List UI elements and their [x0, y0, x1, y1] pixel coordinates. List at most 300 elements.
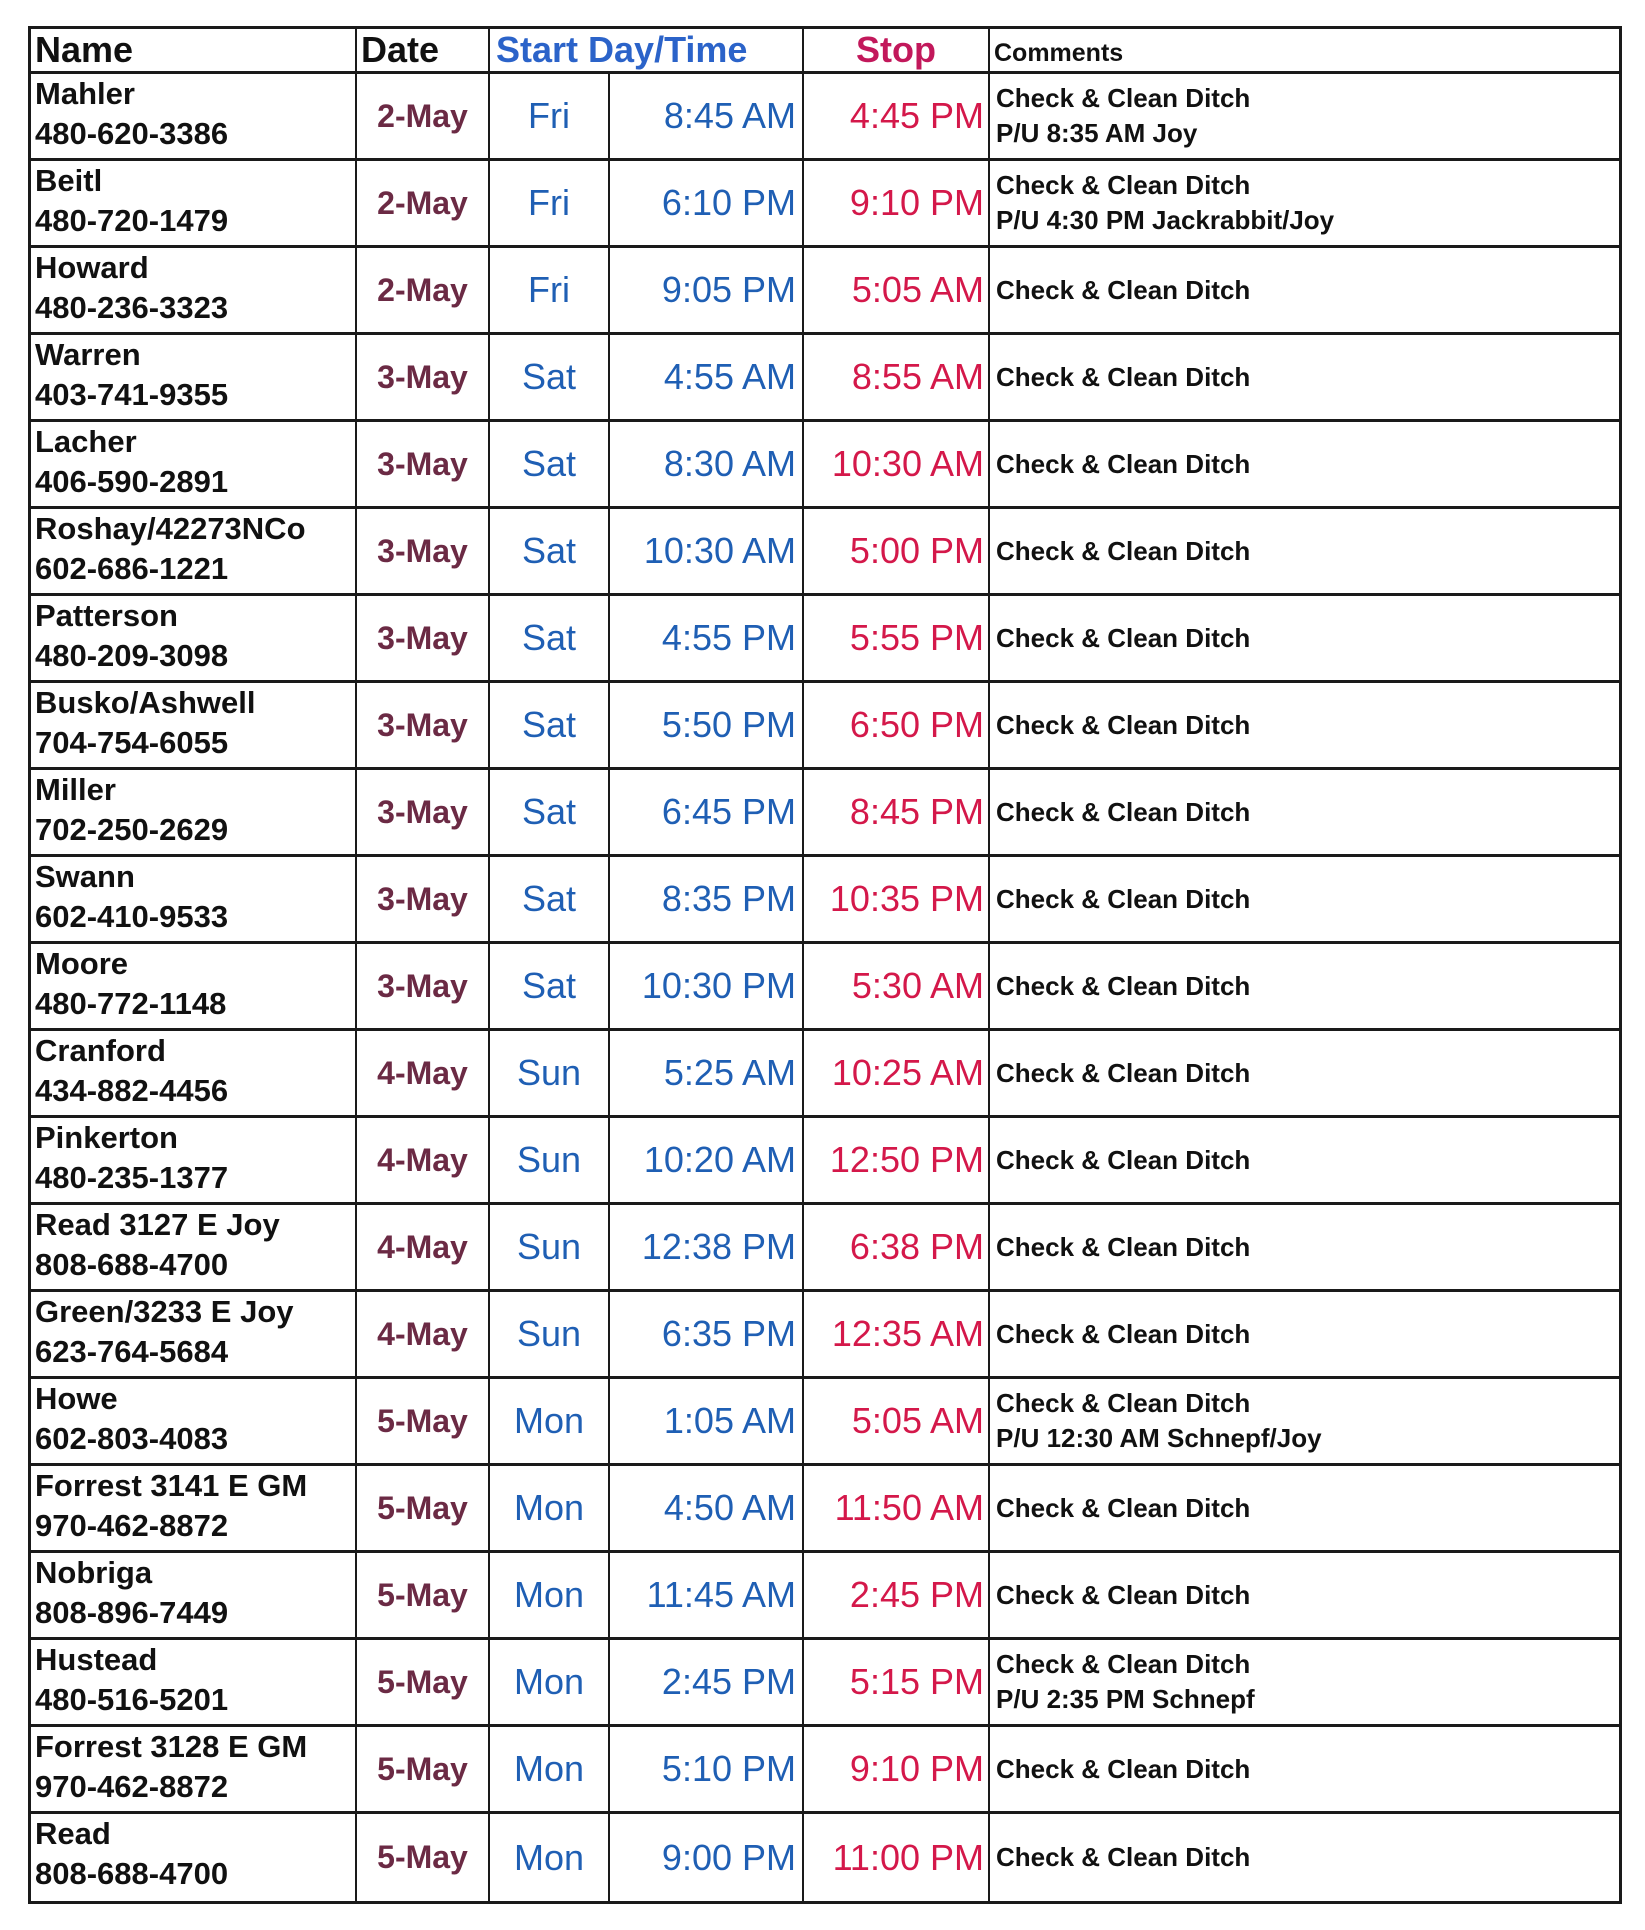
name-cell: [31, 1466, 357, 1550]
name-cell: [31, 248, 357, 332]
comment-line: Check & Clean Ditch: [996, 361, 1251, 392]
date-value: 4-May: [377, 1315, 468, 1352]
date-cell: [357, 944, 490, 1028]
start-time-value: 6:35 PM: [661, 1313, 796, 1354]
resident-phone: 602-686-1221: [35, 551, 229, 586]
date-cell: [357, 1553, 490, 1637]
header-comments: Comments: [994, 38, 1124, 67]
date-value: 3-May: [377, 358, 468, 395]
resident-name: Swann: [35, 859, 135, 894]
resident-phone: 403-741-9355: [35, 377, 229, 412]
comments-cell: [990, 596, 1619, 680]
stop-time-cell: [804, 74, 990, 158]
day-cell: [490, 422, 610, 506]
day-value: Mon: [513, 1487, 585, 1528]
stop-time-cell: [804, 1640, 990, 1724]
name-cell: [31, 683, 357, 767]
day-cell: [490, 509, 610, 593]
comment-line: Check & Clean Ditch: [996, 448, 1251, 479]
resident-phone: 480-620-3386: [35, 116, 229, 151]
day-value: Sat: [521, 356, 577, 397]
stop-time-cell: [804, 1292, 990, 1376]
table-row: [31, 1640, 1619, 1727]
day-cell: [490, 1205, 610, 1289]
date-cell: [357, 74, 490, 158]
start-time-value: 9:05 PM: [661, 269, 796, 310]
date-cell: [357, 161, 490, 245]
start-time-value: 9:00 PM: [661, 1836, 796, 1878]
resident-name: Forrest 3128 E GM: [35, 1729, 308, 1764]
comment-line: Check & Clean Ditch: [996, 1492, 1251, 1523]
day-cell: [490, 596, 610, 680]
stop-time-cell: [804, 248, 990, 332]
start-time-cell: [610, 335, 804, 419]
day-value: Mon: [513, 1661, 585, 1702]
header-name: Name: [31, 29, 357, 71]
resident-name: Roshay/42273NCo: [35, 511, 306, 546]
start-time-cell: [610, 1031, 804, 1115]
stop-time-cell: [804, 683, 990, 767]
day-cell: [490, 161, 610, 245]
stop-time-value: 12:35 AM: [831, 1313, 984, 1354]
resident-name: Warren: [35, 337, 141, 372]
stop-time-value: 6:50 PM: [849, 704, 984, 745]
stop-time-value: 5:00 PM: [849, 530, 984, 571]
name-cell: [31, 596, 357, 680]
date-cell: [357, 1379, 490, 1463]
comment-line: Check & Clean Ditch: [996, 1231, 1251, 1262]
start-time-cell: [610, 422, 804, 506]
name-cell: [31, 509, 357, 593]
start-time-value: 5:25 AM: [663, 1052, 796, 1093]
start-time-value: 8:30 AM: [663, 443, 796, 484]
start-time-value: 4:55 PM: [661, 617, 796, 658]
stop-time-cell: [804, 1553, 990, 1637]
date-value: 3-May: [377, 967, 468, 1004]
name-cell: [31, 74, 357, 158]
resident-name: Howard: [35, 250, 149, 285]
start-time-cell: [610, 74, 804, 158]
comments-cell: [990, 1379, 1619, 1463]
comment-line: Check & Clean Ditch: [996, 83, 1251, 113]
stop-time-value: 5:30 AM: [851, 965, 984, 1006]
start-time-cell: [610, 683, 804, 767]
resident-phone: 808-896-7449: [35, 1595, 229, 1630]
day-value: Fri: [528, 95, 570, 136]
date-cell: [357, 335, 490, 419]
name-cell: [31, 422, 357, 506]
comment-line: Check & Clean Ditch: [996, 274, 1251, 305]
resident-name: Moore: [35, 946, 128, 981]
table-row: [31, 857, 1619, 944]
comments-cell: [990, 1640, 1619, 1724]
comments-cell: [990, 770, 1619, 854]
comments-cell: [990, 422, 1619, 506]
date-cell: [357, 1205, 490, 1289]
name-cell: [31, 161, 357, 245]
name-cell: [31, 1118, 357, 1202]
comment-line: Check & Clean Ditch: [996, 1579, 1251, 1610]
start-time-value: 8:35 PM: [661, 878, 796, 919]
stop-time-cell: [804, 770, 990, 854]
stop-time-cell: [804, 596, 990, 680]
comments-cell: [990, 161, 1619, 245]
day-cell: [490, 1727, 610, 1811]
day-value: Mon: [513, 1836, 585, 1878]
comments-cell: [990, 1292, 1619, 1376]
date-value: 5-May: [377, 1750, 468, 1787]
start-time-cell: [610, 770, 804, 854]
table-row: [31, 1292, 1619, 1379]
schedule-table: [28, 26, 1622, 1904]
resident-phone: 406-590-2891: [35, 464, 229, 499]
date-cell: [357, 1466, 490, 1550]
table-row: [31, 1553, 1619, 1640]
date-value: 3-May: [377, 706, 468, 743]
start-time-cell: [610, 161, 804, 245]
stop-time-cell: [804, 422, 990, 506]
stop-time-cell: [804, 1814, 990, 1901]
date-cell: [357, 1814, 490, 1901]
table-row: [31, 1814, 1619, 1901]
day-value: Sun: [516, 1226, 582, 1267]
comment-line: Check & Clean Ditch: [996, 883, 1251, 914]
stop-time-value: 10:35 PM: [829, 878, 984, 919]
day-cell: [490, 74, 610, 158]
resident-phone: 602-803-4083: [35, 1421, 229, 1456]
resident-name: Nobriga: [35, 1555, 153, 1590]
date-cell: [357, 1727, 490, 1811]
day-cell: [490, 1118, 610, 1202]
start-time-value: 5:50 PM: [661, 704, 796, 745]
comment-line: P/U 8:35 AM Joy: [996, 118, 1198, 148]
table-row: [31, 1466, 1619, 1553]
comment-line: Check & Clean Ditch: [996, 1318, 1251, 1349]
stop-time-value: 5:05 AM: [851, 1400, 984, 1441]
comments-cell: [990, 1553, 1619, 1637]
start-time-cell: [610, 509, 804, 593]
day-value: Fri: [528, 182, 570, 223]
day-value: Sat: [521, 443, 577, 484]
stop-time-cell: [804, 1466, 990, 1550]
start-time-cell: [610, 1118, 804, 1202]
table-row: [31, 683, 1619, 770]
comments-cell: [990, 335, 1619, 419]
table-row: [31, 161, 1619, 248]
name-cell: [31, 1205, 357, 1289]
comment-line: Check & Clean Ditch: [996, 1388, 1251, 1418]
name-cell: [31, 335, 357, 419]
comment-line: Check & Clean Ditch: [996, 1057, 1251, 1088]
resident-name: Beitl: [35, 163, 103, 198]
comment-line: Check & Clean Ditch: [996, 1753, 1251, 1784]
resident-name: Pinkerton: [35, 1120, 178, 1155]
table-row: [31, 74, 1619, 161]
start-time-value: 11:45 AM: [646, 1574, 796, 1615]
stop-time-value: 5:15 PM: [849, 1661, 984, 1702]
comments-cell: [990, 857, 1619, 941]
comment-line: Check & Clean Ditch: [996, 622, 1251, 653]
start-time-value: 2:45 PM: [661, 1661, 796, 1702]
start-time-value: 6:45 PM: [661, 791, 796, 832]
stop-time-value: 9:10 PM: [849, 1748, 984, 1789]
start-time-cell: [610, 1379, 804, 1463]
day-value: Sun: [516, 1313, 582, 1354]
date-value: 2-May: [377, 271, 468, 308]
stop-time-cell: [804, 509, 990, 593]
start-time-cell: [610, 1553, 804, 1637]
comments-cell: [990, 1205, 1619, 1289]
resident-phone: 623-764-5684: [35, 1334, 229, 1369]
day-cell: [490, 248, 610, 332]
comment-line: Check & Clean Ditch: [996, 1649, 1251, 1679]
stop-time-value: 8:45 PM: [849, 791, 984, 832]
date-value: 3-May: [377, 619, 468, 656]
table-row: [31, 335, 1619, 422]
comments-cell: [990, 683, 1619, 767]
date-value: 3-May: [377, 793, 468, 830]
table-row: [31, 248, 1619, 335]
day-cell: [490, 770, 610, 854]
stop-time-cell: [804, 1379, 990, 1463]
date-value: 5-May: [377, 1576, 468, 1613]
day-cell: [490, 1379, 610, 1463]
resident-name: Forrest 3141 E GM: [35, 1468, 308, 1503]
table-row: [31, 509, 1619, 596]
comment-line: Check & Clean Ditch: [996, 970, 1251, 1001]
comments-cell: [990, 248, 1619, 332]
date-value: 4-May: [377, 1141, 468, 1178]
date-cell: [357, 248, 490, 332]
resident-name: Busko/Ashwell: [35, 685, 256, 720]
stop-time-value: 5:05 AM: [851, 269, 984, 310]
date-cell: [357, 1640, 490, 1724]
resident-phone: 480-209-3098: [35, 638, 229, 673]
resident-phone: 480-720-1479: [35, 203, 229, 238]
resident-phone: 480-235-1377: [35, 1160, 229, 1195]
resident-phone: 702-250-2629: [35, 812, 229, 847]
resident-phone: 704-754-6055: [35, 725, 229, 760]
stop-time-value: 2:45 PM: [849, 1574, 984, 1615]
day-cell: [490, 1640, 610, 1724]
header-stop: Stop: [804, 29, 990, 71]
comments-cell: [990, 944, 1619, 1028]
start-time-cell: [610, 596, 804, 680]
header-date: Date: [357, 29, 490, 71]
day-value: Mon: [513, 1574, 585, 1615]
resident-name: Read: [35, 1816, 111, 1851]
name-cell: [31, 770, 357, 854]
date-cell: [357, 1292, 490, 1376]
start-time-value: 5:10 PM: [661, 1748, 796, 1789]
comments-cell: [990, 1466, 1619, 1550]
resident-phone: 480-236-3323: [35, 290, 229, 325]
stop-time-value: 10:30 AM: [831, 443, 984, 484]
table-body: [31, 74, 1619, 1901]
header-start: Start Day/Time: [490, 29, 804, 71]
day-value: Sat: [521, 530, 577, 571]
resident-phone: 480-516-5201: [35, 1682, 229, 1717]
date-cell: [357, 596, 490, 680]
resident-name: Hustead: [35, 1642, 158, 1677]
date-value: 3-May: [377, 532, 468, 569]
resident-name: Read 3127 E Joy: [35, 1207, 280, 1242]
start-time-cell: [610, 1292, 804, 1376]
resident-name: Miller: [35, 772, 116, 807]
comments-cell: [990, 1031, 1619, 1115]
day-value: Mon: [513, 1400, 585, 1441]
day-value: Sat: [521, 704, 577, 745]
date-cell: [357, 1031, 490, 1115]
table-row: [31, 770, 1619, 857]
stop-time-value: 11:00 PM: [832, 1836, 984, 1878]
day-cell: [490, 335, 610, 419]
stop-time-value: 8:55 AM: [851, 356, 984, 397]
start-time-value: 4:50 AM: [663, 1487, 796, 1528]
table-header: [31, 29, 1619, 74]
day-value: Sat: [521, 878, 577, 919]
date-value: 2-May: [377, 184, 468, 221]
resident-name: Patterson: [35, 598, 178, 633]
stop-time-value: 10:25 AM: [831, 1052, 984, 1093]
stop-time-cell: [804, 1727, 990, 1811]
comments-cell: [990, 1118, 1619, 1202]
resident-name: Lacher: [35, 424, 137, 459]
date-value: 4-May: [377, 1228, 468, 1265]
name-cell: [31, 857, 357, 941]
comments-cell: [990, 1814, 1619, 1901]
start-time-value: 10:30 AM: [643, 530, 796, 571]
comments-cell: [990, 509, 1619, 593]
date-value: 3-May: [377, 880, 468, 917]
date-value: 5-May: [377, 1402, 468, 1439]
stop-time-cell: [804, 161, 990, 245]
name-cell: [31, 1031, 357, 1115]
resident-phone: 808-688-4700: [35, 1247, 229, 1282]
start-time-cell: [610, 1640, 804, 1724]
start-time-cell: [610, 1205, 804, 1289]
table-row: [31, 1118, 1619, 1205]
resident-name: Cranford: [35, 1033, 166, 1068]
stop-time-cell: [804, 335, 990, 419]
resident-phone: 970-462-8872: [35, 1769, 229, 1804]
day-cell: [490, 1031, 610, 1115]
date-cell: [357, 770, 490, 854]
comment-line: Check & Clean Ditch: [996, 709, 1251, 740]
resident-phone: 434-882-4456: [35, 1073, 229, 1108]
start-time-value: 8:45 AM: [663, 95, 796, 136]
date-cell: [357, 422, 490, 506]
resident-phone: 808-688-4700: [35, 1856, 229, 1891]
name-cell: [31, 1727, 357, 1811]
start-time-value: 12:38 PM: [641, 1226, 796, 1267]
table-row: [31, 1379, 1619, 1466]
date-value: 5-May: [377, 1663, 468, 1700]
stop-time-value: 9:10 PM: [849, 182, 984, 223]
stop-time-cell: [804, 1205, 990, 1289]
day-cell: [490, 1814, 610, 1901]
day-value: Sat: [521, 791, 577, 832]
date-cell: [357, 509, 490, 593]
comment-line: P/U 4:30 PM Jackrabbit/Joy: [996, 205, 1335, 235]
day-value: Sat: [521, 965, 577, 1006]
name-cell: [31, 944, 357, 1028]
stop-time-cell: [804, 1031, 990, 1115]
start-time-cell: [610, 1814, 804, 1901]
day-cell: [490, 1292, 610, 1376]
resident-name: Mahler: [35, 76, 135, 111]
comment-line: P/U 12:30 AM Schnepf/Joy: [996, 1423, 1322, 1453]
resident-name: Green/3233 E Joy: [35, 1294, 294, 1329]
day-cell: [490, 1466, 610, 1550]
day-cell: [490, 683, 610, 767]
table-row: [31, 944, 1619, 1031]
date-cell: [357, 1118, 490, 1202]
table-row: [31, 1031, 1619, 1118]
stop-time-cell: [804, 1118, 990, 1202]
day-value: Sun: [516, 1052, 582, 1093]
day-value: Mon: [513, 1748, 585, 1789]
comments-cell: [990, 1727, 1619, 1811]
day-value: Sat: [521, 617, 577, 658]
resident-phone: 970-462-8872: [35, 1508, 229, 1543]
start-time-cell: [610, 857, 804, 941]
stop-time-cell: [804, 944, 990, 1028]
name-cell: [31, 1640, 357, 1724]
start-time-cell: [610, 248, 804, 332]
date-cell: [357, 683, 490, 767]
resident-phone: 602-410-9533: [35, 899, 229, 934]
comments-cell: [990, 74, 1619, 158]
start-time-value: 4:55 AM: [663, 356, 796, 397]
stop-time-value: 11:50 AM: [834, 1487, 984, 1528]
day-cell: [490, 944, 610, 1028]
comment-line: Check & Clean Ditch: [996, 535, 1251, 566]
start-time-value: 10:20 AM: [643, 1139, 796, 1180]
comment-line: P/U 2:35 PM Schnepf: [996, 1684, 1255, 1714]
name-cell: [31, 1553, 357, 1637]
name-cell: [31, 1814, 357, 1901]
day-value: Fri: [528, 269, 570, 310]
comment-line: Check & Clean Ditch: [996, 1842, 1251, 1872]
date-cell: [357, 857, 490, 941]
name-cell: [31, 1292, 357, 1376]
start-time-value: 1:05 AM: [663, 1400, 796, 1441]
stop-time-value: 5:55 PM: [849, 617, 984, 658]
date-value: 5-May: [377, 1839, 468, 1875]
stop-time-cell: [804, 857, 990, 941]
date-value: 2-May: [377, 97, 468, 134]
stop-time-value: 6:38 PM: [849, 1226, 984, 1267]
start-time-value: 6:10 PM: [661, 182, 796, 223]
table-row: [31, 1727, 1619, 1814]
day-cell: [490, 1553, 610, 1637]
date-value: 5-May: [377, 1489, 468, 1526]
start-time-value: 10:30 PM: [641, 965, 796, 1006]
date-value: 4-May: [377, 1054, 468, 1091]
table-row: [31, 1205, 1619, 1292]
stop-time-value: 4:45 PM: [849, 95, 984, 136]
comment-line: Check & Clean Ditch: [996, 1144, 1251, 1175]
day-value: Sun: [516, 1139, 582, 1180]
stop-time-value: 12:50 PM: [829, 1139, 984, 1180]
name-cell: [31, 1379, 357, 1463]
start-time-cell: [610, 1466, 804, 1550]
comment-line: Check & Clean Ditch: [996, 796, 1251, 827]
table-row: [31, 596, 1619, 683]
resident-phone: 480-772-1148: [35, 986, 227, 1021]
day-cell: [490, 857, 610, 941]
